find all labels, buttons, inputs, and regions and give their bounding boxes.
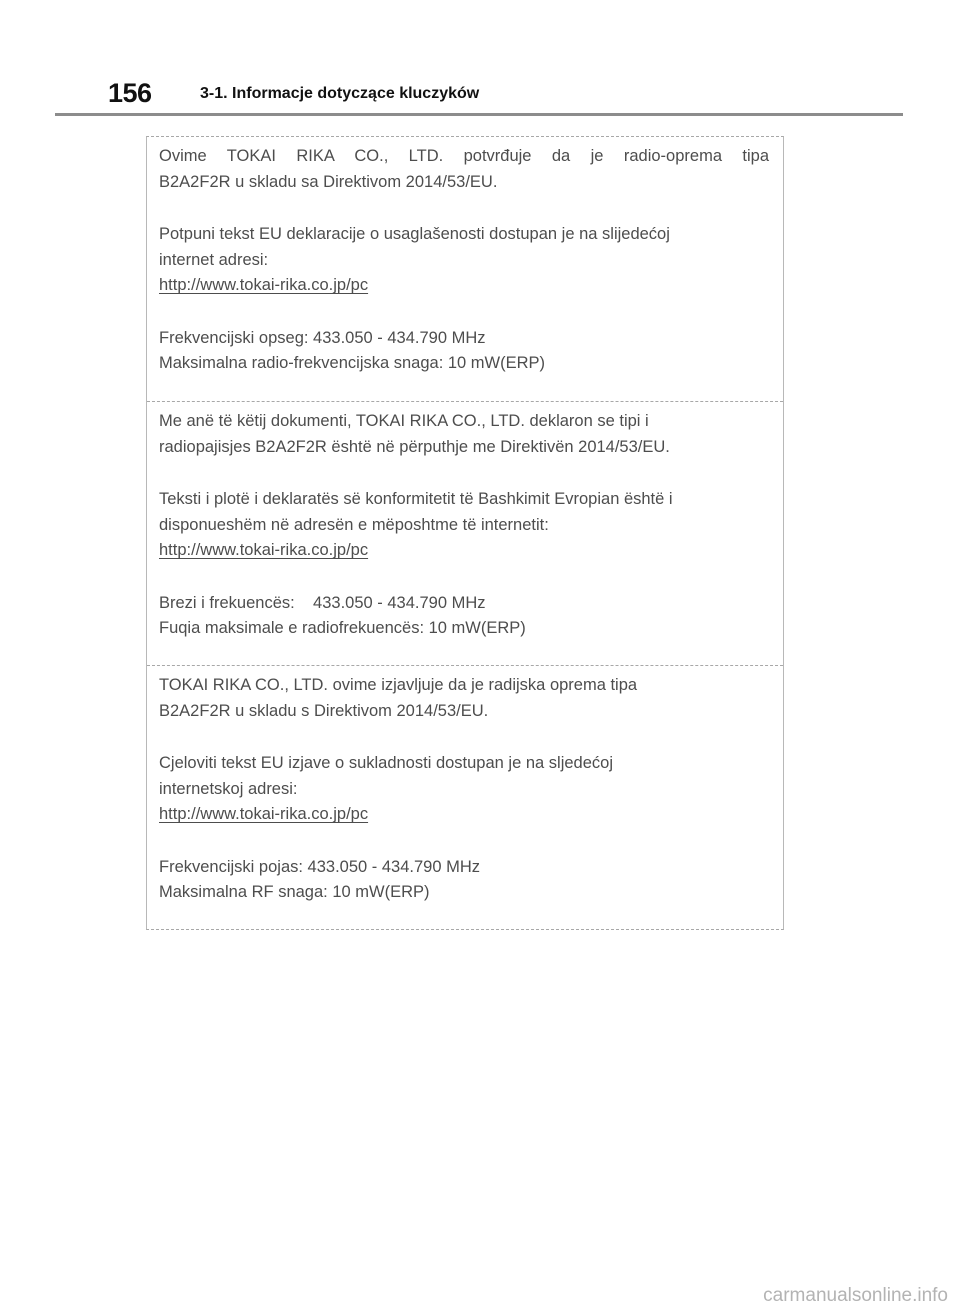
section-title: 3-1. Informacje dotyczące kluczyków — [200, 85, 480, 102]
power-spec: Maksimalna RF snaga: 10 mW(ERP) — [159, 883, 430, 901]
declaration-line: TOKAI RIKA CO., LTD. ovime izjavljuje da je radijska oprema tipa — [159, 676, 638, 694]
declaration-text-line: disponueshëm në adresën e mëposhtme të internetit: — [159, 515, 549, 534]
frequency-spec: Brezi i frekuencës: 433.050 - 434.790 MHz — [159, 593, 486, 612]
frequency-spec: Frekvencijski opseg: 433.050 - 434.790 MHz — [159, 328, 486, 347]
declaration-line: B2A2F2R u skladu s Direktivom 2014/53/EU. — [159, 701, 489, 720]
declaration-text-line: Teksti i plotë i deklaratës së konformitetit të Bashkimit Evropian është i — [159, 490, 673, 508]
frequency-spec: Frekvencijski pojas: 433.050 - 434.790 MHz — [159, 857, 480, 876]
declaration-link[interactable]: http://www.tokai-rika.co.jp/pc — [159, 276, 369, 294]
declaration-link[interactable]: http://www.tokai-rika.co.jp/pc — [159, 805, 369, 823]
watermark: carmanualsonline.info — [763, 1285, 948, 1306]
declaration-line: B2A2F2R u skladu sa Direktivom 2014/53/EU. — [159, 172, 498, 191]
declaration-box — [146, 136, 784, 930]
page-number: 156 — [108, 78, 152, 108]
declaration-section-albanian — [147, 401, 783, 665]
power-spec: Maksimalna radio-frekvencijska snaga: 10 mW(ERP) — [159, 354, 546, 372]
declaration-link[interactable]: http://www.tokai-rika.co.jp/pc — [159, 541, 369, 559]
declaration-section-croatian — [147, 665, 783, 929]
declaration-text-line: Potpuni tekst EU deklaracije o usaglašenosti dostupan je na slijedećoj — [159, 225, 670, 243]
declaration-text-line: internet adresi: — [159, 250, 269, 269]
header-divider — [55, 113, 903, 116]
declaration-section-bosnian — [147, 137, 783, 401]
power-spec: Fuqia maksimale e radiofrekuencës: 10 mW(ERP) — [159, 619, 526, 637]
declaration-line: Ovime TOKAI RIKA CO., LTD. potvrđuje da je radio-oprema tipa — [159, 147, 769, 165]
declaration-line: radiopajisjes B2A2F2R është në përputhje me Direktivën 2014/53/EU. — [159, 437, 670, 456]
declaration-text-line: internetskoj adresi: — [159, 779, 298, 798]
declaration-line: Me anë të këtij dokumenti, TOKAI RIKA CO., LTD. deklaron se tipi i — [159, 412, 649, 430]
declaration-text-line: Cjeloviti tekst EU izjave o sukladnosti dostupan je na sljedećoj — [159, 754, 613, 772]
page-header — [0, 0, 960, 120]
